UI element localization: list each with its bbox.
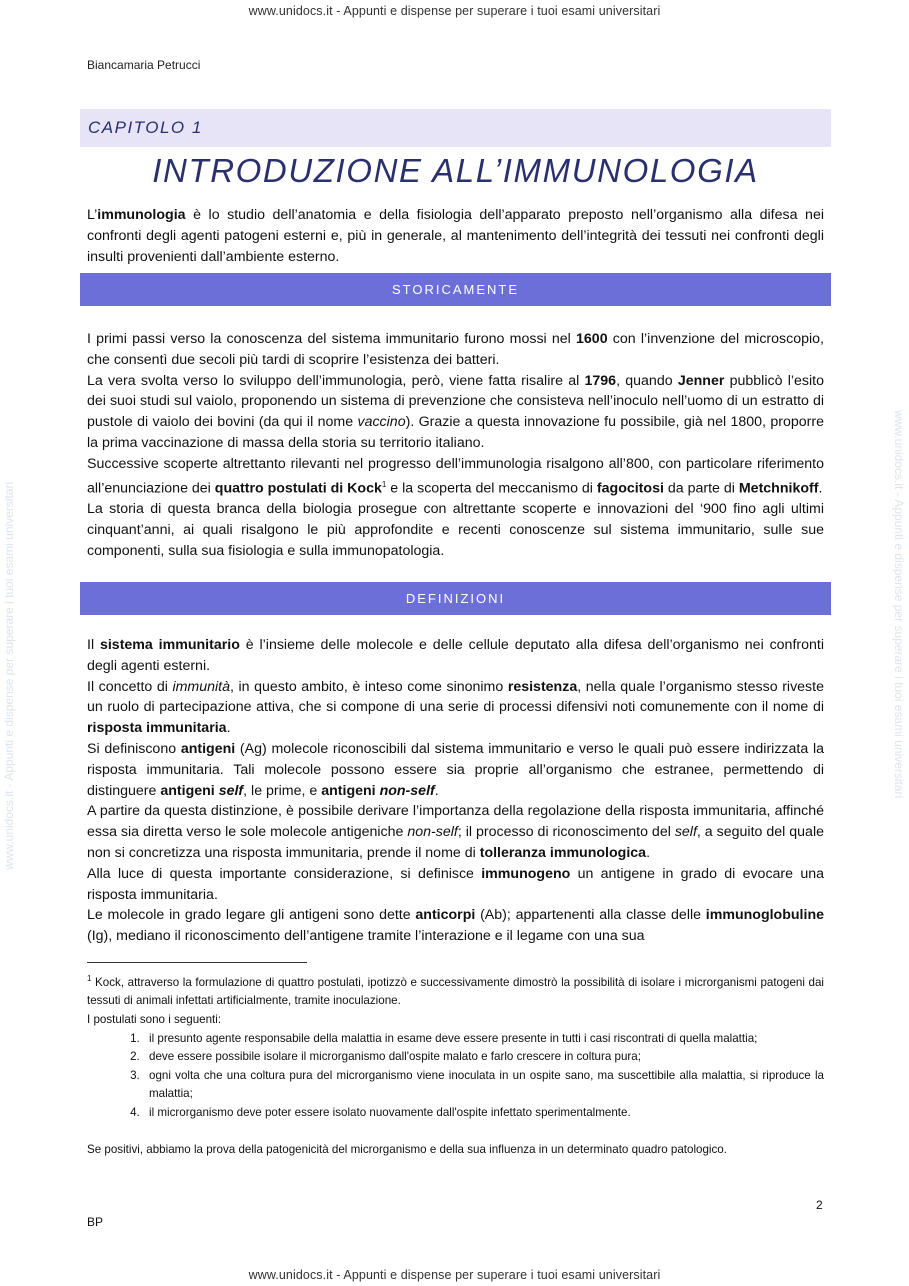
footnote-intro [87,970,824,1011]
italic-term: vaccino [357,414,406,431]
author-name: Biancamaria Petrucci [87,58,201,72]
text-run: . [226,720,231,737]
paragraph [87,371,824,454]
chapter-label: CAPITOLO 1 [88,118,203,137]
footnote-number: 1 [87,974,92,983]
paragraph [87,677,824,739]
text-run: con l’invenzione del microscopio, che consentì due secoli più tardi di scoprire l’esistenza dei batteri. [87,331,824,368]
bold-term: 1796 [584,372,617,389]
bold-term: Jenner [677,372,725,389]
text-run: L’ [87,207,98,223]
bold-term: immunoglobuline [705,907,824,924]
list-item: 2. deve essere possibile isolare il microrganismo dall'ospite malato e farlo crescere in coltura pura; [143,1048,824,1067]
list-item: 3. ogni volta che una coltura pura del microrganismo viene inoculata in un ospite sano, ma suscettibile alla malattia, si riproduce la malattia; [143,1067,824,1104]
text-run: Il concetto di [87,678,173,695]
italic-term: non-self [407,824,458,841]
paragraph [87,801,824,863]
paragraph [87,454,824,499]
text-run: . [646,844,651,861]
bold-term: risposta immunitaria [87,720,227,737]
footnote-ref: 1 [381,479,387,489]
text-run: Il [87,637,100,653]
bold-term: resistenza [507,678,578,695]
text-run: Si definiscono [87,740,181,757]
bold-term: immunologia [97,207,186,223]
italic-term: self [674,824,697,841]
watermark-bottom: www.unidocs.it - Appunti e dispense per superare i tuoi esami universitari [248,1268,661,1282]
paragraph [87,864,824,906]
bold-term: immunogeno [481,865,571,882]
list-item: 4. il microrganismo deve poter essere isolato nuovamente dall'ospite infettato sperimentalmente. [143,1104,824,1123]
section-heading-definizioni: DEFINIZIONI [80,582,831,615]
text-run: Successive scoperte altrettanto rilevanti nel progresso dell’immunologia risalgono all’800, con particolare riferimento all’enunciazione dei [87,455,824,497]
text-run: ). Grazie a questa innovazione fu possibile, già nel 1800, proporre la prima vaccinazione di massa della storia su territorio italiano. [87,414,824,451]
bold-term: Metchnikoff [738,480,819,497]
bold-term: fagocitosi [596,480,664,497]
page-number: 2 [816,1198,823,1212]
text-run: pubblicò l’esito dei suoi studi sul vaiolo, proponendo un sistema di prevenzione che consisteva nell’inoculo nell’uomo di un estratto di pustole di vaiolo dei bovini (da qui il nome [87,372,824,431]
chapter-band [80,109,831,147]
text-run: (Ag) molecole riconoscibili dal sistema immunitario e verso le quali può essere indirizzata la risposta immunitaria. Tali molecole possono essere sia proprie all’organismo che estranee, permettendo di distinguere [87,740,825,799]
chapter-title: INTRODUZIONE ALL’IMMUNOLOGIA [152,152,759,189]
text-run: è lo studio dell’anatomia e della fisiologia dell’apparato preposto nell’organismo alla difesa nei confronti degli agenti patogeni esterni e, più in generale, al mantenimento dell’integrità dei tessuti nei confronti degli insulti provenienti dall’ambiente esterno. [87,207,824,265]
text-run: , in questo ambito, è inteso come sinonimo [230,678,508,695]
watermark-top: www.unidocs.it - Appunti e dispense per superare i tuoi esami universitari [248,4,661,18]
bold-term: 1600 [576,331,608,347]
bold-term: antigeni [160,782,219,799]
bold-term: anticorpi [415,907,476,924]
bold-term: sistema immunitario [99,637,240,653]
text-run: , a seguito del quale non si concretizza una risposta immunitaria, prende il nome di [87,824,824,861]
footnote-conclusion: Se positivi, abbiamo la prova della patogenicità del microrganismo e della sua influenza in un determinato quadro patologico. [87,1142,727,1156]
text-run: , le prime, e [243,782,322,799]
section-body-storicamente [87,329,824,562]
text-run: A partire da questa distinzione, è possibile derivare l’importanza della regolazione della risposta immunitaria, affinché essa sia diretta verso le sole molecole antigeniche [87,803,824,841]
footnote [87,970,824,1159]
bold-italic-term: non-self [379,782,435,799]
text-run: Le molecole in grado legare gli antigeni sono dette [87,907,416,924]
text-run: ; il processo di riconoscimento del [457,824,675,841]
postulates-list [87,1030,824,1123]
text-run: è l’insieme delle molecole e delle cellule deputato alla difesa dell’organismo nei confronti degli agenti esterni. [87,637,824,674]
bold-italic-term: self [218,782,244,799]
bold-term: antigeni [321,782,380,799]
paragraph [87,499,824,561]
section-body-definizioni [87,635,824,947]
text-run: e la scoperta del meccanismo di [386,480,597,497]
footnote-list-intro: I postulati sono i seguenti: [87,1013,222,1027]
paragraph [87,329,824,371]
text-run: (Ig), mediano il riconoscimento dell’antigene tramite l’interazione e il legame con una sua [87,928,645,945]
list-item: 1. il presunto agente responsabile della malattia in esame deve essere presente in tutti i casi riscontrati di quella malattia; [143,1030,824,1049]
paragraph [87,739,824,801]
text-run: un antigene in grado di evocare una risposta immunitaria. [87,865,824,903]
text-run: La vera svolta verso lo sviluppo dell’immunologia, però, viene fatta risalire al [87,372,585,389]
footnote-rule [87,962,307,963]
bold-term: antigeni [180,740,236,757]
watermark-side-left: www.unidocs.it - Appunti e dispense per superare i tuoi esami universitari [2,481,16,870]
text-run: , nella quale l’organismo stesso riveste un ruolo di partecipazione attiva, che si compone di una serie di processi difensivi noti comunemente con il nome di [87,678,824,716]
text-run: La storia di questa branca della biologia prosegue con altrettante scoperte e innovazioni del ‘900 fino agli ultimi cinquant’anni, ai quali risalgono le più approfondite e recenti conoscenze sul sistema immunitario, sulle sue componenti, sulla sua fisiologia e sulla immunopatologia. [87,501,824,559]
footnote-text: Kock, attraverso la formulazione di quattro postulati, ipotizzò e successivamente dimostrò la possibilità di isolare i microrganismi patogeni dai tessuti di animali infettati artificialmente, tramite inoculazione. [87,975,824,1008]
intro-p1 [87,205,824,267]
text-run: Alla luce di questa importante considerazione, si definisce [87,865,482,882]
footer-initials: BP [87,1215,104,1229]
bold-term: tolleranza immunologica [479,844,647,861]
text-run: I primi passi verso la conoscenza del sistema immunitario furono mossi nel [87,331,577,347]
bold-term: quattro postulati di Kock [214,480,382,497]
text-run: da parte di [663,480,739,497]
text-run: , quando [616,372,678,389]
text-run: . [818,480,823,497]
paragraph [87,635,824,677]
italic-term: immunità [172,678,231,695]
intro-paragraph [87,205,824,267]
paragraph [87,905,824,947]
text-run: (Ab); appartenenti alla classe delle [475,907,706,924]
section-heading-storicamente: STORICAMENTE [80,273,831,306]
watermark-side-right: www.unidocs.it - Appunti e dispense per superare i tuoi esami universitari [892,410,906,799]
text-run: . [434,782,439,799]
